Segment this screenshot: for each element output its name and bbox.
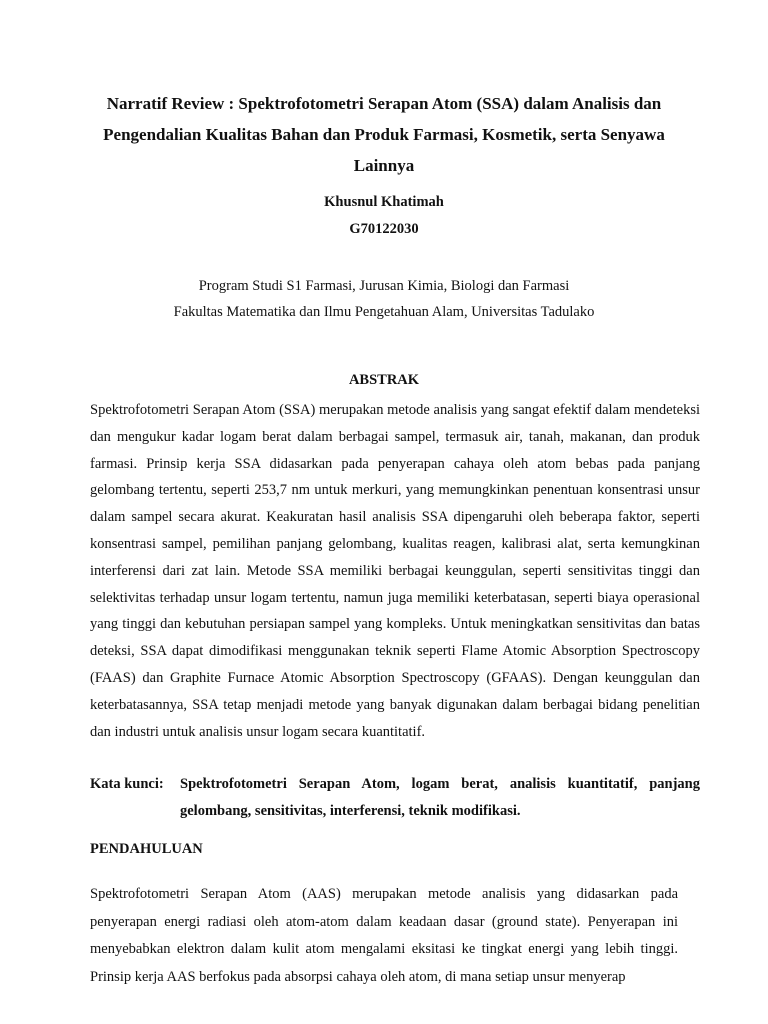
abstract-paragraph: Spektrofotometri Serapan Atom (SSA) merupakan metode analisis yang sangat efektif dalam mendeteksi dan mengukur kadar logam berat dalam berbagai sampel, termasuk air, tanah, makanan, dan produk farmasi. Prinsip kerja SSA didasarkan pada penyerapan cahaya oleh atom bebas pada panjang gelombang tertentu, seperti 253,7 nm untuk merkuri, yang memungkinkan penentuan konsentrasi unsur dalam sampel secara akurat. Keakuratan hasil analisis SSA dipengaruhi oleh beberapa faktor, seperti konsentrasi sampel, pemilihan panjang gelombang, kualitas reagen, kalibrasi alat, serta kemungkinan interferensi dari zat lain. Metode SSA memiliki berbagai keunggulan, seperti sensitivitas tinggi dan selektivitas terhadap unsur logam tertentu, namun juga memiliki keterbatasan, seperti biaya operasional yang tinggi dan kebutuhan persiapan sampel yang kompleks. Untuk meningkatkan sensitivitas dan batas deteksi, SSA dapat dimodifikasi menggunakan teknik seperti Flame Atomic Absorption Spectroscopy (FAAS) dan Graphite Furnace Atomic Absorption Spectroscopy (GFAAS). Dengan keunggulan dan keterbatasannya, SSA tetap menjadi metode yang banyak digunakan dalam berbagai bidang penelitian dan industri untuk analisis unsur logam secara kuantitatif.: [90, 402, 700, 740]
affiliation-line-2: Fakultas Matematika dan Ilmu Pengetahuan Alam, Universitas Tadulako: [173, 304, 595, 320]
author-name: Khusnul Khatimah: [324, 194, 444, 210]
paper-title: Narratif Review : Spektrofotometri Serapan Atom (SSA) dalam Analisis dan Pengendalian Kualitas Bahan dan Produk Farmasi, Kosmetik, serta Senyawa Lainnya: [103, 94, 665, 175]
section-heading-introduction: PENDAHULUAN: [90, 841, 203, 857]
keywords-text: Spektrofotometri Serapan Atom, logam berat, analisis kuantitatif, panjang gelombang, sensitivitas, interferensi, teknik modifikasi.: [180, 776, 700, 819]
abstract-heading: ABSTRAK: [348, 372, 420, 388]
student-id: G70122030: [349, 221, 419, 237]
keywords-block: [90, 771, 700, 825]
keywords-label: Kata kunci:: [90, 776, 164, 792]
affiliation-line-1: Program Studi S1 Farmasi, Jurusan Kimia, Biologi dan Farmasi: [198, 278, 570, 294]
introduction-paragraph: Spektrofotometri Serapan Atom (AAS) merupakan metode analisis yang didasarkan pada penyerapan energi radiasi oleh atom-atom dalam keadaan dasar (ground state). Penyerapan ini menyebabkan elektron dalam kulit atom mengalami eksitasi ke tingkat energi yang lebih tinggi. Prinsip kerja AAS berfokus pada absorpsi cahaya oleh atom, di mana setiap unsur menyerap: [90, 886, 678, 985]
